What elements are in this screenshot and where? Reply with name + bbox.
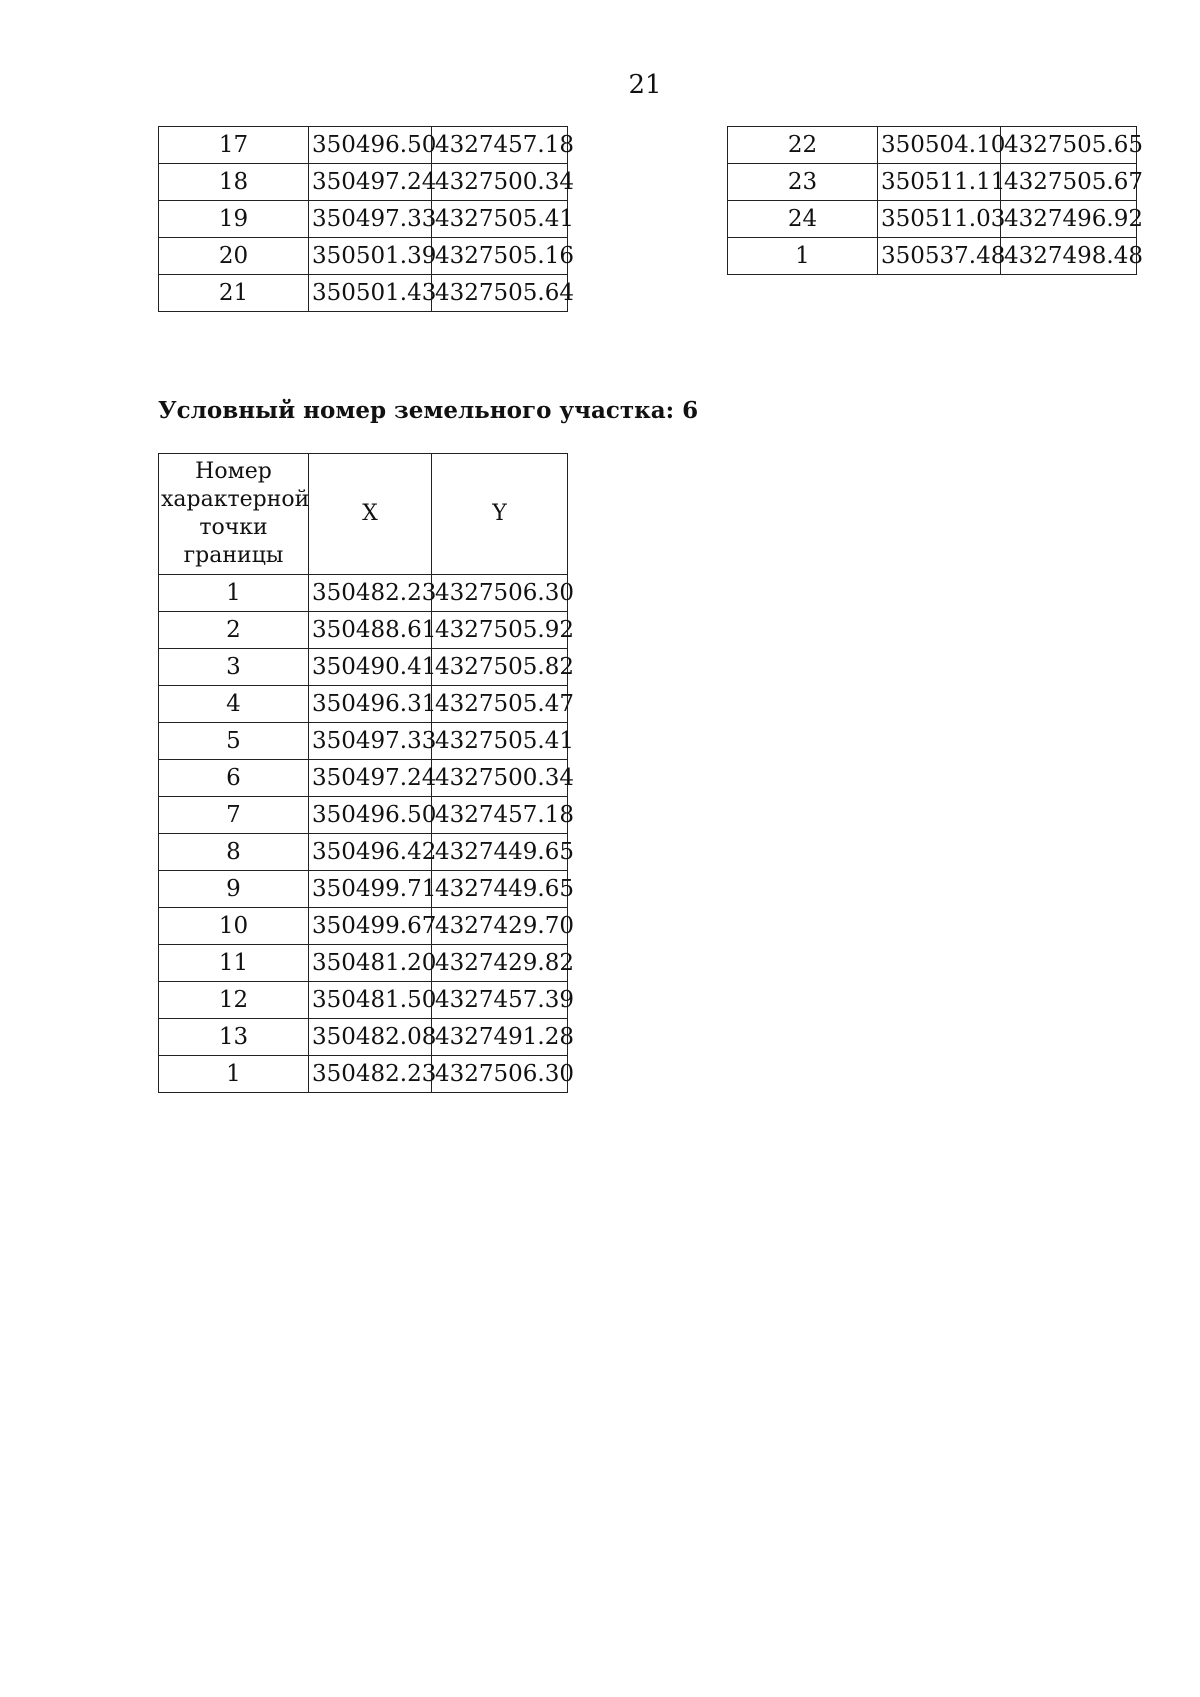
y-coordinate-cell: 4327505.82 [432, 649, 568, 686]
point-number-cell: 20 [159, 238, 309, 275]
point-number-cell: 22 [728, 127, 878, 164]
table-row [159, 945, 568, 982]
y-coordinate-cell: 4327506.30 [432, 1056, 568, 1093]
y-coordinate-cell: 4327505.92 [432, 612, 568, 649]
point-number-cell: 23 [728, 164, 878, 201]
table-row [159, 723, 568, 760]
x-coordinate-cell: 350499.71 [309, 871, 432, 908]
point-number-cell: 2 [159, 612, 309, 649]
table-header-row [159, 454, 568, 575]
table-row [728, 238, 1137, 275]
x-coordinate-cell: 350481.50 [309, 982, 432, 1019]
x-coordinate-cell: 350499.67 [309, 908, 432, 945]
point-number-cell: 17 [159, 127, 309, 164]
table-row [159, 238, 568, 275]
y-coordinate-cell: 4327505.41 [432, 201, 568, 238]
y-coordinate-cell: 4327496.92 [1001, 201, 1137, 238]
x-coordinate-cell: 350482.08 [309, 1019, 432, 1056]
x-coordinate-cell: 350497.24 [309, 164, 432, 201]
point-number-cell: 13 [159, 1019, 309, 1056]
header-x: X [309, 454, 432, 575]
y-coordinate-cell: 4327457.18 [432, 127, 568, 164]
x-coordinate-cell: 350501.43 [309, 275, 432, 312]
table-row [159, 1019, 568, 1056]
table-row [159, 982, 568, 1019]
point-number-cell: 24 [728, 201, 878, 238]
table-row [159, 575, 568, 612]
point-number-cell: 8 [159, 834, 309, 871]
y-coordinate-cell: 4327505.47 [432, 686, 568, 723]
table-row [159, 871, 568, 908]
y-coordinate-cell: 4327449.65 [432, 871, 568, 908]
point-number-cell: 5 [159, 723, 309, 760]
x-coordinate-cell: 350504.10 [878, 127, 1001, 164]
y-coordinate-cell: 4327429.82 [432, 945, 568, 982]
point-number-cell: 3 [159, 649, 309, 686]
table-row [159, 760, 568, 797]
point-number-cell: 1 [159, 575, 309, 612]
y-coordinate-cell: 4327505.67 [1001, 164, 1137, 201]
x-coordinate-cell: 350511.03 [878, 201, 1001, 238]
x-coordinate-cell: 350482.23 [309, 1056, 432, 1093]
table-row [159, 201, 568, 238]
point-number-cell: 19 [159, 201, 309, 238]
x-coordinate-cell: 350537.48 [878, 238, 1001, 275]
table-row [728, 201, 1137, 238]
y-coordinate-cell: 4327491.28 [432, 1019, 568, 1056]
table-row [159, 275, 568, 312]
header-point-number: Номер характерной точки границы [159, 454, 309, 575]
y-coordinate-cell: 4327506.30 [432, 575, 568, 612]
point-number-cell: 4 [159, 686, 309, 723]
x-coordinate-cell: 350482.23 [309, 575, 432, 612]
table-row [159, 908, 568, 945]
table-row [159, 686, 568, 723]
table-row [159, 164, 568, 201]
y-coordinate-cell: 4327505.41 [432, 723, 568, 760]
x-coordinate-cell: 350481.20 [309, 945, 432, 982]
y-coordinate-cell: 4327429.70 [432, 908, 568, 945]
x-coordinate-cell: 350511.11 [878, 164, 1001, 201]
x-coordinate-cell: 350496.42 [309, 834, 432, 871]
table-row [728, 164, 1137, 201]
x-coordinate-cell: 350497.24 [309, 760, 432, 797]
point-number-cell: 1 [159, 1056, 309, 1093]
point-number-cell: 7 [159, 797, 309, 834]
x-coordinate-cell: 350490.41 [309, 649, 432, 686]
table-row [159, 797, 568, 834]
point-number-cell: 1 [728, 238, 878, 275]
x-coordinate-cell: 350497.33 [309, 201, 432, 238]
point-number-cell: 10 [159, 908, 309, 945]
coordinates-table-continuation-left [158, 126, 575, 312]
y-coordinate-cell: 4327457.18 [432, 797, 568, 834]
y-coordinate-cell: 4327505.64 [432, 275, 568, 312]
page-number: 21 [628, 70, 662, 100]
x-coordinate-cell: 350496.31 [309, 686, 432, 723]
y-coordinate-cell: 4327449.65 [432, 834, 568, 871]
table-row [159, 127, 568, 164]
point-number-cell: 21 [159, 275, 309, 312]
y-coordinate-cell: 4327505.65 [1001, 127, 1137, 164]
x-coordinate-cell: 350496.50 [309, 127, 432, 164]
coordinates-table-continuation-right [727, 126, 1144, 275]
y-coordinate-cell: 4327500.34 [432, 164, 568, 201]
y-coordinate-cell: 4327457.39 [432, 982, 568, 1019]
x-coordinate-cell: 350501.39 [309, 238, 432, 275]
point-number-cell: 18 [159, 164, 309, 201]
table-row [159, 649, 568, 686]
point-number-cell: 12 [159, 982, 309, 1019]
y-coordinate-cell: 4327498.48 [1001, 238, 1137, 275]
point-number-cell: 6 [159, 760, 309, 797]
point-number-cell: 9 [159, 871, 309, 908]
x-coordinate-cell: 350488.61 [309, 612, 432, 649]
y-coordinate-cell: 4327500.34 [432, 760, 568, 797]
point-number-cell: 11 [159, 945, 309, 982]
section-title: Условный номер земельного участка: 6 [158, 397, 699, 424]
table-row [159, 1056, 568, 1093]
x-coordinate-cell: 350497.33 [309, 723, 432, 760]
table-row [159, 612, 568, 649]
x-coordinate-cell: 350496.50 [309, 797, 432, 834]
table-row [728, 127, 1137, 164]
table-row [159, 834, 568, 871]
y-coordinate-cell: 4327505.16 [432, 238, 568, 275]
header-y: Y [432, 454, 568, 575]
coordinates-table-plot-6 [158, 453, 575, 1093]
